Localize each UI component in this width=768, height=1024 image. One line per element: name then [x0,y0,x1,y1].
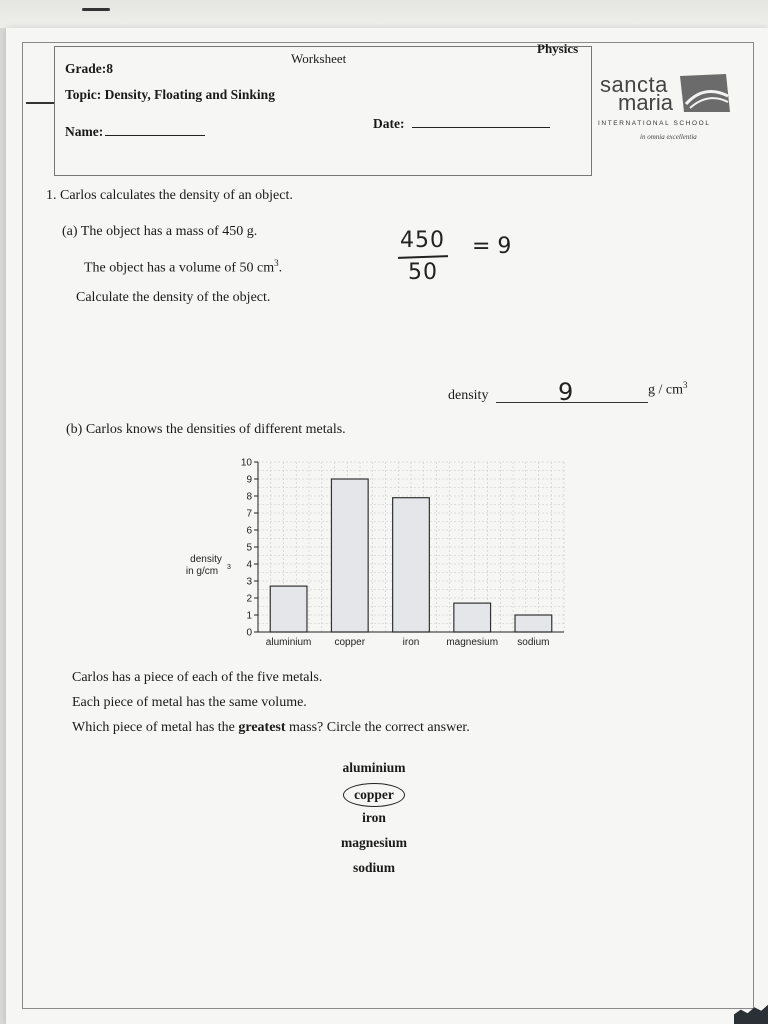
y-tick-label: 9 [246,474,252,486]
bar-sodium [515,615,552,632]
density-answer-label: density [448,388,489,403]
logo-motto: in omnia excellentia [640,133,697,141]
date-label: Date: [373,116,405,131]
volume-text: The object has a volume of 50 cm [84,260,275,276]
y-tick-label: 3 [246,576,252,588]
page-top-edge [0,0,768,28]
bar-aluminium [270,586,307,632]
logo-word-sancta: sancta [600,72,668,97]
option-iron[interactable] [322,808,426,833]
date-blank [412,115,550,128]
working-numerator: 450 [400,228,445,253]
question-post: mass? Circle the correct answer. [285,720,470,735]
y-tick-label: 4 [246,559,252,571]
option-label: iron [362,810,386,825]
part-b-label: (b) [66,422,83,437]
y-tick-label: 6 [246,525,252,537]
y-tick-label: 5 [246,542,252,554]
option-label-circled: copper [343,783,405,807]
volume-end: . [278,260,283,276]
y-tick-label: 1 [246,610,252,622]
x-tick-label: iron [402,637,420,648]
x-tick-label: aluminium [265,637,312,648]
x-tick-label: sodium [517,637,550,648]
y-tick-label: 2 [246,593,252,605]
y-tick-label: 0 [246,627,252,639]
header-box [54,41,592,176]
option-sodium[interactable] [322,858,426,883]
y-axis-label-line2: in g/cm [185,566,219,577]
question-1-stem [46,188,293,204]
topic-label: Topic: Density, Floating and Sinking [65,87,275,102]
y-tick-label: 8 [246,491,252,503]
x-tick-label: copper [334,637,366,648]
margin-mark [26,102,54,104]
y-axis-label-line1: density [190,554,222,565]
option-magnesium[interactable] [322,833,426,858]
y-tick-label: 7 [246,508,252,520]
option-copper[interactable] [322,783,426,808]
unit-superscript: 3 [683,380,688,390]
pen-mark [82,8,110,11]
bar-iron [393,498,430,632]
name-blank [105,123,205,136]
name-field [65,123,205,140]
option-aluminium[interactable] [322,758,426,783]
bar-magnesium [454,603,491,632]
option-label: aluminium [342,760,406,775]
school-logo [596,72,736,162]
worksheet-label: Worksheet [291,51,347,66]
y-tick-label: 10 [240,457,252,469]
chart-bars [270,479,552,632]
logo-word-maria: maria [618,90,674,115]
question-1-text: Carlos calculates the density of an object. [60,188,293,203]
unit-text: g / cm [648,382,683,398]
x-tick-label: magnesium [446,637,499,648]
question-bold: greatest [238,720,286,735]
option-label: sodium [352,860,396,875]
part-b-question [72,720,470,736]
part-b-line2: Each piece of metal has the same volume. [72,695,307,710]
part-b-intro [66,422,346,438]
question-pre: Which piece of metal has the [72,720,239,735]
name-label: Name: [65,124,104,139]
y-axis-label-superscript: 3 [227,564,231,571]
subject-label: Physics [537,41,579,56]
working-result: = 9 [472,234,512,259]
answer-options [322,758,426,883]
bar-copper [331,479,368,632]
density-bar-chart [176,452,576,658]
grade-label: Grade:8 [65,61,113,76]
part-a-label: (a) [62,224,78,239]
part-a-volume [84,258,282,277]
density-unit [648,380,688,399]
density-answer-value: 9 [558,378,574,406]
date-field [373,115,550,132]
volume-superscript: 3 [274,258,279,268]
logo-emblem-icon [680,74,732,114]
part-a-mass-text: The object has a mass of 450 g. [80,224,258,239]
part-a-mass [62,224,257,240]
part-b-intro-text: Carlos knows the densities of different metals. [85,422,346,437]
working-denominator: 50 [408,260,438,285]
logo-subtitle: INTERNATIONAL SCHOOL [598,120,711,127]
part-b-line1: Carlos has a piece of each of the five metals. [72,670,323,685]
part-a-instruction: Calculate the density of the object. [76,290,271,305]
question-number: 1. [46,188,57,203]
option-label: magnesium [340,835,407,850]
